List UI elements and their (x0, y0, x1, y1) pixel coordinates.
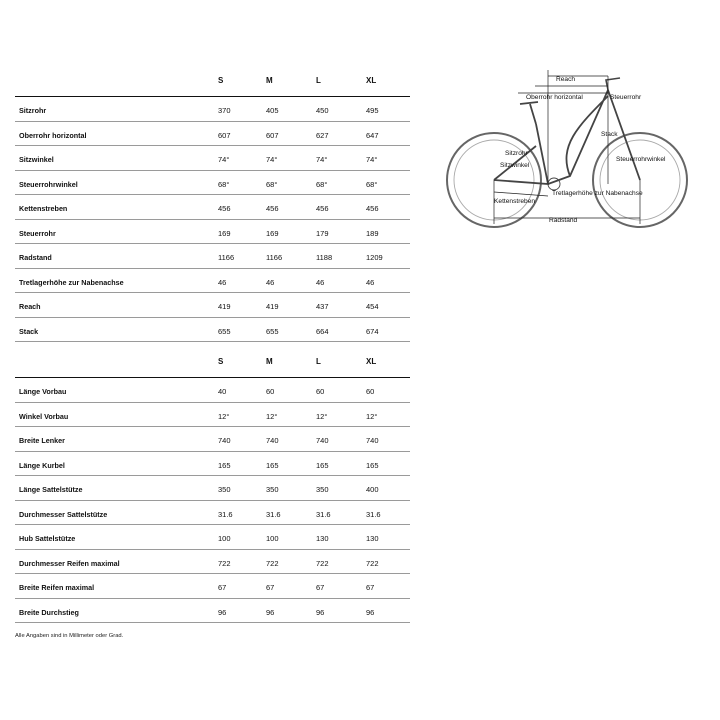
row-label: Winkel Vorbau (19, 411, 69, 421)
footnote: Alle Angaben sind in Millimeter oder Grad. (15, 633, 124, 639)
bike-frame (494, 90, 640, 184)
cell-xl: 96 (366, 607, 375, 617)
cell-xl: 647 (366, 130, 379, 140)
cell-xl: 740 (366, 436, 379, 445)
cell-m: 12° (266, 411, 278, 421)
table-row-breite-durchstieg (15, 599, 410, 624)
cell-l: 437 (316, 302, 329, 311)
cell-s: 419 (218, 302, 231, 311)
cell-l: 46 (316, 277, 325, 287)
cell-m: 169 (266, 228, 279, 238)
table-row-steuerrohr (15, 220, 410, 245)
cell-l: 67 (316, 583, 325, 592)
cell-xl: 454 (366, 302, 379, 311)
cell-xl: 31.6 (366, 509, 381, 519)
bike-geometry-diagram (438, 66, 700, 236)
table-row-oberrohr-horizontal (15, 122, 410, 147)
seat-post (520, 102, 538, 124)
label-radstand: Radstand (549, 217, 578, 224)
size-header-s: S (218, 357, 224, 366)
cell-s: 655 (218, 326, 231, 336)
cell-m: 607 (266, 130, 279, 140)
cell-m: 165 (266, 460, 279, 470)
label-sitzwinkel: Sitzwinkel (500, 162, 530, 169)
cell-s: 100 (218, 534, 231, 543)
row-label: Länge Vorbau (19, 387, 67, 396)
table-row-sitzrohr (15, 97, 410, 122)
cell-l: 450 (316, 106, 329, 115)
row-label: Stack (19, 326, 39, 336)
cell-s: 40 (218, 387, 227, 396)
row-label: Hub Sattelstütze (19, 534, 76, 543)
cell-m: 419 (266, 302, 279, 311)
cell-s: 68° (218, 179, 230, 189)
cell-xl: 189 (366, 228, 379, 238)
cell-s: 96 (218, 607, 227, 617)
row-label: Kettenstreben (19, 204, 68, 213)
cell-xl: 722 (366, 558, 379, 568)
cell-xl: 165 (366, 460, 379, 470)
cell-xl: 400 (366, 485, 379, 494)
cell-m: 740 (266, 436, 279, 445)
table-row-lange-vorbau (15, 378, 410, 403)
row-label: Reach (19, 302, 41, 311)
row-label: Tretlagerhöhe zur Nabenachse (19, 277, 124, 287)
label-reach: Reach (556, 76, 576, 83)
cell-l: 165 (316, 460, 329, 470)
row-label: Breite Reifen maximal (19, 583, 95, 592)
cell-l: 456 (316, 204, 329, 213)
cell-s: 456 (218, 204, 231, 213)
row-label: Sitzwinkel (19, 155, 54, 164)
row-label: Sitzrohr (19, 106, 47, 115)
label-tretlagerhoehe: Tretlagerhöhe zur Nabenachse (552, 190, 643, 197)
cell-m: 405 (266, 106, 279, 115)
label-sitzrohr: Sitzrohr (505, 150, 528, 157)
cell-m: 655 (266, 326, 279, 336)
cell-s: 165 (218, 460, 231, 470)
cell-s: 12° (218, 411, 230, 421)
table-row-lange-kurbel (15, 452, 410, 477)
cell-m: 100 (266, 534, 279, 543)
cell-xl: 46 (366, 277, 375, 287)
cell-m: 456 (266, 204, 279, 213)
cell-l: 627 (316, 130, 329, 140)
cell-m: 60 (266, 387, 275, 396)
row-label: Steuerrohr (19, 228, 56, 238)
cell-m: 31.6 (266, 509, 281, 519)
cell-s: 46 (218, 277, 227, 287)
cell-s: 350 (218, 485, 231, 494)
table-row-sitzwinkel (15, 146, 410, 171)
cell-l: 1188 (316, 253, 333, 262)
label-oberrohr-horizontal: Oberrohr horizontal (526, 94, 583, 101)
cell-m: 96 (266, 607, 275, 617)
cell-l: 740 (316, 436, 329, 445)
cell-xl: 74° (366, 155, 378, 164)
cell-m: 350 (266, 485, 279, 494)
table-row-durchmesser-sattelstutze (15, 501, 410, 526)
size-header-m: M (266, 357, 273, 366)
cell-l: 722 (316, 558, 329, 568)
cell-xl: 456 (366, 204, 379, 213)
table-row-hub-sattelstutze (15, 525, 410, 550)
table-row-steuerrohrwinkel (15, 171, 410, 196)
cell-m: 74° (266, 155, 278, 164)
cell-s: 67 (218, 583, 227, 592)
cell-xl: 67 (366, 583, 375, 592)
row-label: Steuerrohrwinkel (19, 179, 78, 189)
cell-xl: 12° (366, 411, 378, 421)
table-row-kettenstreben (15, 195, 410, 220)
cell-l: 12° (316, 411, 328, 421)
table-row-tretlagerhohe-zur-nabenachse (15, 269, 410, 294)
geometry-table-header (15, 72, 410, 97)
geometry-table (15, 72, 410, 342)
table-row-durchmesser-reifen-maximal (15, 550, 410, 575)
row-label: Oberrohr horizontal (19, 130, 87, 140)
cell-m: 1166 (266, 253, 283, 262)
size-header-l: L (316, 357, 321, 366)
cell-l: 96 (316, 607, 325, 617)
table-row-breite-reifen-maximal (15, 574, 410, 599)
cell-s: 74° (218, 155, 230, 164)
cell-s: 370 (218, 106, 231, 115)
cell-xl: 495 (366, 106, 379, 115)
geometry-table-body (15, 97, 410, 342)
cell-m: 722 (266, 558, 279, 568)
components-table (15, 353, 410, 623)
label-steuerrohrwinkel: Steuerrohrwinkel (616, 156, 666, 163)
cell-s: 1166 (218, 253, 235, 262)
table-row-winkel-vorbau (15, 403, 410, 428)
table-row-lange-sattelstutze (15, 476, 410, 501)
row-label: Länge Kurbel (19, 460, 65, 470)
components-table-body (15, 378, 410, 623)
cell-m: 68° (266, 179, 278, 189)
size-header-m: M (266, 76, 273, 85)
cell-s: 722 (218, 558, 231, 568)
label-kettenstreben: Kettenstreben (494, 198, 536, 205)
components-table-header (15, 353, 410, 378)
row-label: Radstand (19, 253, 52, 262)
cell-s: 740 (218, 436, 231, 445)
table-row-radstand (15, 244, 410, 269)
size-header-s: S (218, 76, 224, 85)
size-header-l: L (316, 76, 321, 85)
cell-l: 179 (316, 228, 329, 238)
row-label: Durchmesser Reifen maximal (19, 558, 120, 568)
size-header-xl: XL (366, 357, 377, 366)
cell-xl: 68° (366, 179, 378, 189)
row-label: Breite Durchstieg (19, 607, 79, 617)
cell-l: 31.6 (316, 509, 331, 519)
cell-s: 31.6 (218, 509, 233, 519)
label-stack: Stack (601, 131, 618, 138)
cell-xl: 1209 (366, 253, 383, 262)
table-row-breite-lenker (15, 427, 410, 452)
table-row-stack (15, 318, 410, 343)
cell-s: 607 (218, 130, 231, 140)
cell-l: 350 (316, 485, 329, 494)
cell-m: 46 (266, 277, 275, 287)
row-label: Durchmesser Sattelstütze (19, 509, 108, 519)
cell-l: 130 (316, 534, 329, 543)
row-label: Länge Sattelstütze (19, 485, 83, 494)
cell-xl: 60 (366, 387, 375, 396)
cell-m: 67 (266, 583, 275, 592)
cell-l: 74° (316, 155, 328, 164)
cell-l: 664 (316, 326, 329, 336)
size-header-xl: XL (366, 76, 377, 85)
cell-l: 68° (316, 179, 328, 189)
cell-s: 169 (218, 228, 231, 238)
cell-xl: 674 (366, 326, 379, 336)
row-label: Breite Lenker (19, 436, 65, 445)
cell-l: 60 (316, 387, 325, 396)
cell-xl: 130 (366, 534, 379, 543)
table-row-reach (15, 293, 410, 318)
label-steuerrohr: Steuerrohr (610, 94, 642, 101)
